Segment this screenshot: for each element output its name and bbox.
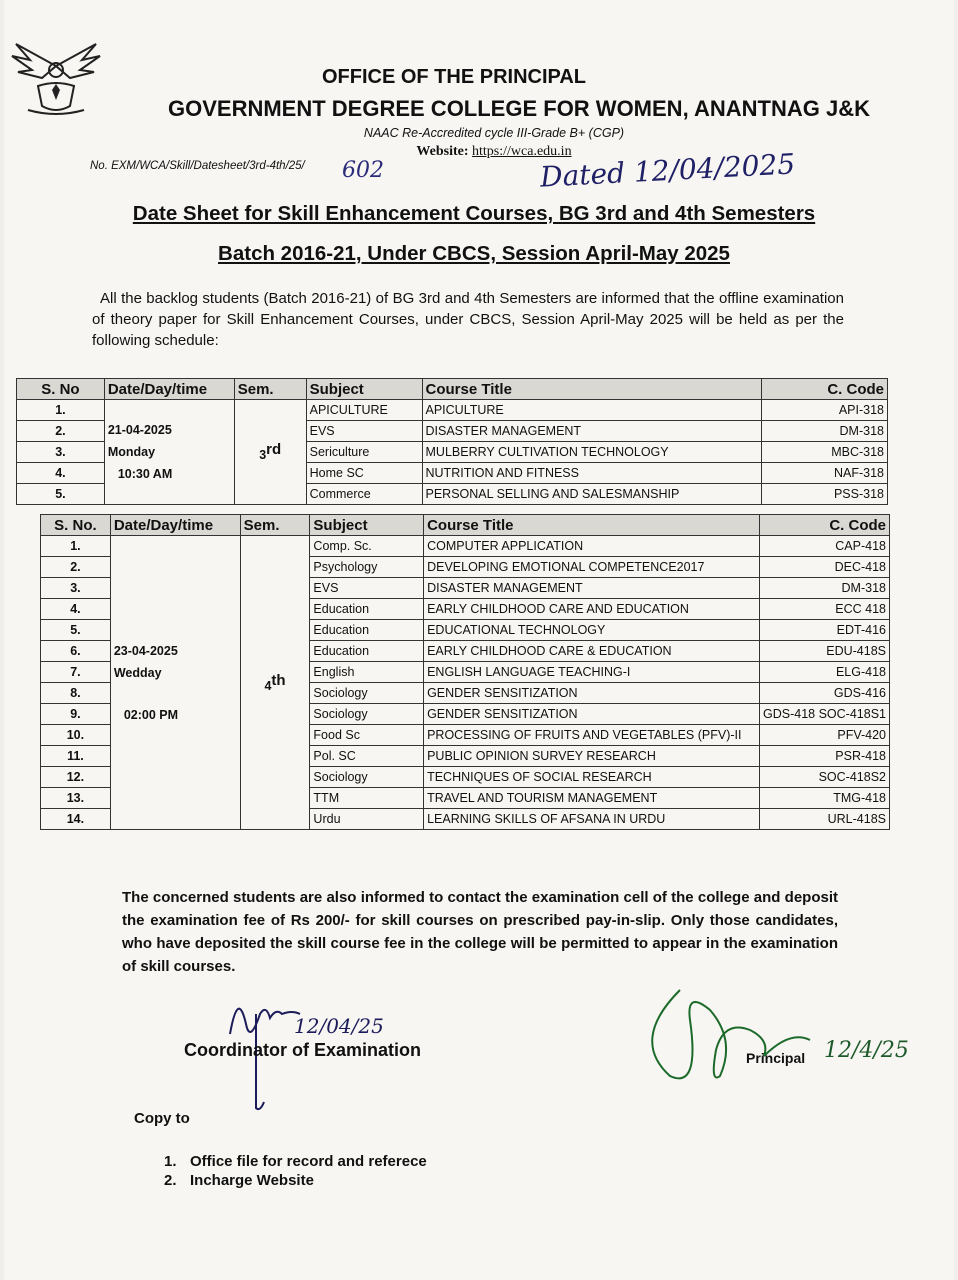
row-subject: Sericulture [306,442,422,463]
table-header-row [41,515,890,536]
row-course-title: DISASTER MANAGEMENT [422,421,762,442]
reference-number: No. EXM/WCA/Skill/Datesheet/3rd-4th/25/ [90,160,305,172]
row-course-title: PROCESSING OF FRUITS AND VEGETABLES (PFV)-II [424,725,760,746]
row-subject: Education [310,599,424,620]
principal-title: Principal [746,1050,806,1066]
semester-number: 3 [259,448,267,463]
row-sno: 10. [41,725,111,746]
row-sno: 3. [41,578,111,599]
semester-cell [240,536,310,830]
copy-to-list [164,1152,427,1190]
row-sno: 1. [41,536,111,557]
semester-suffix: th [271,671,286,689]
row-course-code: PSR-418 [759,746,889,767]
row-course-title: PERSONAL SELLING AND SALESMANSHIP [422,484,762,505]
row-subject: APICULTURE [306,400,422,421]
row-course-title: ENGLISH LANGUAGE TEACHING-I [424,662,760,683]
semester-cell [234,400,306,505]
row-course-code: CAP-418 [759,536,889,557]
header-course-code: C. Code [759,515,889,536]
row-subject: Sociology [310,767,424,788]
row-sno: 4. [41,599,111,620]
row-course-title: DISASTER MANAGEMENT [424,578,760,599]
list-item-text: Incharge Website [190,1172,314,1189]
list-item [164,1171,427,1190]
row-course-code: URL-418S [759,809,889,830]
row-course-code: NAF-318 [762,463,888,484]
row-subject: Pol. SC [310,746,424,767]
row-sno: 4. [17,463,105,484]
exam-time: 10:30 AM [117,467,173,481]
row-course-title: EARLY CHILDHOOD CARE AND EDUCATION [424,599,760,620]
row-subject: English [310,662,424,683]
row-subject: Education [310,620,424,641]
table-row [41,536,890,557]
header-sem: Sem. [234,379,306,400]
row-sno: 13. [41,788,111,809]
principal-signature-date: 12/4/25 [824,1038,909,1063]
row-course-title: LEARNING SKILLS OF AFSANA IN URDU [424,809,760,830]
exam-date: 23-04-2025 [113,643,178,658]
row-sno: 8. [41,683,111,704]
semester-suffix: rd [266,441,282,459]
row-sno: 9. [41,704,111,725]
row-sno: 14. [41,809,111,830]
row-course-code: MBC-318 [762,442,888,463]
exam-day: Wedday [113,665,162,680]
college-name: GOVERNMENT DEGREE COLLEGE FOR WOMEN, ANANTNAG J&K [168,96,870,121]
row-subject: TTM [310,788,424,809]
header-course-code: C. Code [762,379,888,400]
office-title: OFFICE OF THE PRINCIPAL [321,66,587,88]
row-course-title: DEVELOPING EMOTIONAL COMPETENCE2017 [424,557,760,578]
row-course-title: MULBERRY CULTIVATION TECHNOLOGY [422,442,762,463]
row-course-title: GENDER SENSITIZATION [424,683,760,704]
row-course-code: ELG-418 [759,662,889,683]
header-subject: Subject [306,379,422,400]
row-sno: 6. [41,641,111,662]
list-item [164,1152,427,1171]
row-course-title: EDUCATIONAL TECHNOLOGY [424,620,760,641]
header-date: Date/Day/time [110,515,240,536]
schedule-table-3rd-sem [16,378,888,505]
row-subject: Urdu [310,809,424,830]
naac-accreditation: NAAC Re-Accredited cycle III-Grade B+ (CGP) [363,126,625,140]
row-course-code: ECC 418 [759,599,889,620]
semester-number: 4 [264,679,272,694]
row-subject: EVS [310,578,424,599]
header-date: Date/Day/time [104,379,234,400]
principal-signature-icon [640,980,840,1090]
row-sno: 5. [17,484,105,505]
row-subject: Psychology [310,557,424,578]
row-sno: 12. [41,767,111,788]
row-subject: Comp. Sc. [310,536,424,557]
handwritten-date: Dated 12/04/2025 [539,147,796,194]
row-sno: 2. [17,421,105,442]
exam-date-block [110,536,240,830]
website-link[interactable]: https://wca.edu.in [472,144,572,159]
row-course-title: TECHNIQUES OF SOCIAL RESEARCH [424,767,760,788]
row-course-title: PUBLIC OPINION SURVEY RESEARCH [424,746,760,767]
row-subject: Education [310,641,424,662]
row-course-code: SOC-418S2 [759,767,889,788]
schedule-table-4th-sem [40,514,890,830]
row-course-code: GDS-416 [759,683,889,704]
row-course-code: GDS-418 SOC-418S1 [759,704,889,725]
intro-paragraph [92,288,844,351]
coordinator-title: Coordinator of Examination [184,1040,422,1060]
row-course-code: TMG-418 [759,788,889,809]
website-label: Website: [416,144,473,159]
row-subject: Food Sc [310,725,424,746]
header-course-title: Course Title [422,379,762,400]
list-item-text: Office file for record and referece [190,1153,427,1170]
row-course-title: GENDER SENSITIZATION [424,704,760,725]
row-course-title: APICULTURE [422,400,762,421]
exam-date: 21-04-2025 [107,423,172,437]
fee-notice-paragraph: The concerned students are also informed to contact the examination cell of the college and deposit the examination fee of Rs 200/- for skill courses on prescribed pay-in-slip. Only those candidates, who have deposited the skill course fee in the college will be permitted to appear in the examination of skill courses. [122,889,838,975]
row-course-title: EARLY CHILDHOOD CARE & EDUCATION [424,641,760,662]
row-course-title: NUTRITION AND FITNESS [422,463,762,484]
datesheet-heading-line1: Date Sheet for Skill Enhancement Courses, BG 3rd and 4th Semesters [132,202,816,225]
exam-time: 02:00 PM [123,707,179,722]
row-course-code: PFV-420 [759,725,889,746]
copy-to-label: Copy to [134,1110,190,1127]
row-course-code: DM-318 [762,421,888,442]
table-row [17,400,888,421]
row-course-code: PSS-318 [762,484,888,505]
row-sno: 2. [41,557,111,578]
row-course-title: COMPUTER APPLICATION [424,536,760,557]
row-subject: Home SC [306,463,422,484]
row-subject: Commerce [306,484,422,505]
document-sheet [4,0,954,1280]
intro-text: All the backlog students (Batch 2016-21) of BG 3rd and 4th Semesters are informed that the offline examination of theory paper for Skill Enhancement Courses, under CBCS, Session April-May 2025 will be held as per the following schedule: [92,290,844,349]
table-header-row [17,379,888,400]
row-course-code: EDT-416 [759,620,889,641]
row-course-code: DEC-418 [759,557,889,578]
datesheet-heading-line2: Batch 2016-21, Under CBCS, Session April-May 2025 [218,242,730,265]
row-course-code: DM-318 [759,578,889,599]
header-sno: S. No [17,379,105,400]
list-item-number: 2. [164,1172,177,1189]
row-course-code: EDU-418S [759,641,889,662]
row-subject: Sociology [310,683,424,704]
row-sno: 11. [41,746,111,767]
list-item-number: 1. [164,1153,177,1170]
college-emblem-icon [8,26,104,118]
coordinator-signature-date: 12/04/25 [294,1014,384,1038]
row-course-code: API-318 [762,400,888,421]
header-sem: Sem. [240,515,310,536]
row-course-title: TRAVEL AND TOURISM MANAGEMENT [424,788,760,809]
row-sno: 1. [17,400,105,421]
row-sno: 5. [41,620,111,641]
reference-number-handwritten: 602 [342,158,384,183]
row-subject: Sociology [310,704,424,725]
exam-date-block [104,400,234,505]
row-sno: 7. [41,662,111,683]
exam-day: Monday [107,445,156,459]
header-subject: Subject [310,515,424,536]
header-sno: S. No. [41,515,111,536]
row-sno: 3. [17,442,105,463]
row-subject: EVS [306,421,422,442]
header-course-title: Course Title [424,515,760,536]
